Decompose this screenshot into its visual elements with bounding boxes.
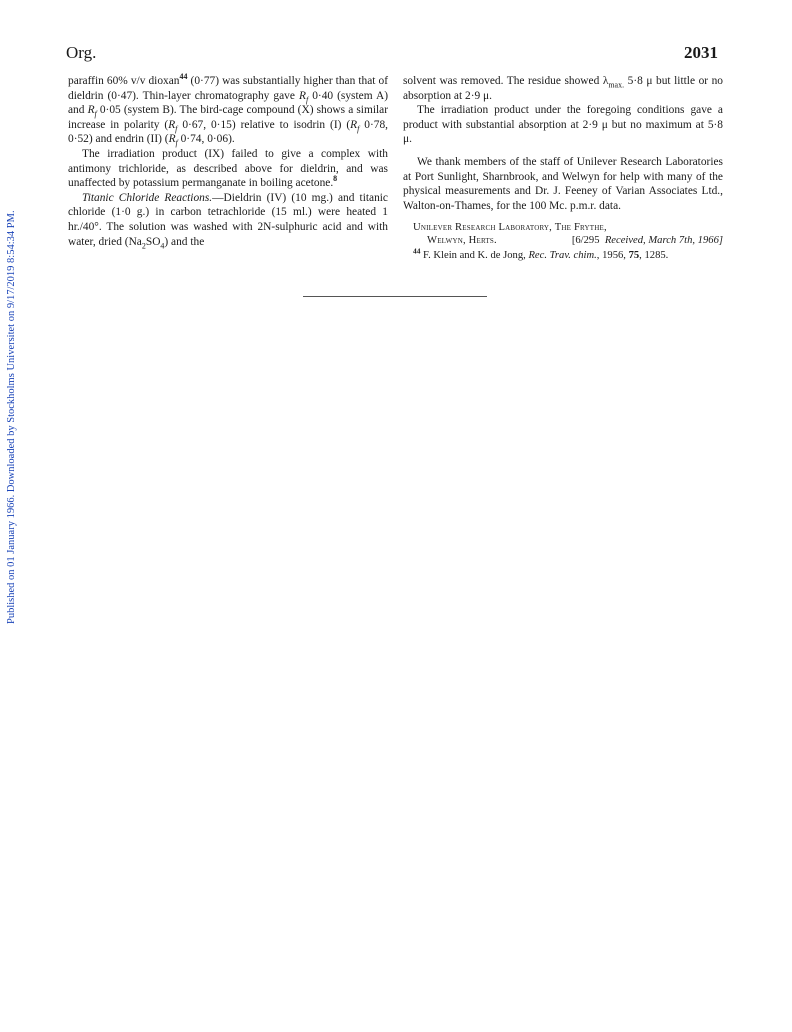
address-line-1: Unilever Research Laboratory, The Frythe, (413, 222, 607, 234)
text-run: F. Klein and K. de Jong, (420, 250, 529, 262)
normality-symbol: N (263, 220, 272, 233)
footnote-journal: Rec. Trav. chim. (528, 250, 597, 262)
reference-marker: 8 (333, 174, 338, 184)
left-column (68, 74, 388, 249)
text-run: , 1956, (596, 250, 629, 262)
rf-symbol: R (350, 118, 358, 131)
text-run: —Dieldrin (IV) (10 mg.) and titanic chloride (1·0 g.) in carbon tetrachloride (15 ml.) were heated 1 hr./40°. The solution was washed with 2 (68, 191, 388, 233)
text-run: paraffin 60% v/v dioxan (68, 75, 180, 87)
manuscript-code: [6/295 (571, 235, 600, 247)
rf-subscript: f (94, 109, 97, 119)
subscript: 2 (141, 240, 146, 250)
text-run: 0·78, 0·52) and endrin (II) ( (68, 118, 389, 146)
text-run: 5·8 μ but little or no absorption at 2·9 μ. (403, 75, 723, 102)
subscript: max. (608, 80, 625, 90)
text-run: ) and the (164, 235, 205, 248)
address-line-2 (403, 234, 723, 247)
footnote-number: 44 (413, 246, 421, 256)
footnote (403, 246, 723, 262)
left-paragraph-2 (68, 147, 388, 191)
text-run: The irradiation product (IX) failed to give a complex with antimony trichloride, as described above for dieldrin, and was unaffected by potassium permanganate in boiling acetone. (68, 147, 388, 190)
rf-subscript: f (305, 94, 309, 104)
text-run: solvent was removed. The residue showed λ (403, 75, 609, 87)
rf-subscript: f (175, 138, 178, 148)
received-date: Received, March 7th, 1966] (604, 235, 723, 247)
rf-subscript: f (357, 124, 360, 134)
journal-section-label: Org. (66, 43, 97, 62)
section-heading: Titanic Chloride Reactions. (82, 191, 213, 204)
text-run: SO (145, 235, 161, 248)
subscript: 4 (160, 240, 165, 250)
right-column (403, 74, 723, 262)
text-run: 0·67, 0·15) relative to isodrin (I) ( (177, 118, 351, 131)
reference-marker: 44 (179, 72, 188, 82)
rf-symbol: R (298, 89, 306, 102)
text-run: -sulphuric acid and with water, dried (Na (68, 220, 388, 248)
left-paragraph-1 (68, 74, 388, 147)
author-address (403, 221, 723, 247)
right-paragraph-2: The irradiation product under the foregoing conditions gave a product with substantial absorption at 2·9 μ but no maximum at 5·8 μ. (403, 104, 723, 146)
address-town: Welwyn, Herts. (427, 235, 497, 247)
rf-symbol: R (168, 118, 176, 131)
text-run: , 1285. (639, 250, 669, 262)
rf-symbol: R (168, 133, 176, 146)
text-run: 0·40 (system A) and (68, 89, 389, 117)
end-of-article-rule (303, 296, 487, 297)
footnote-volume: 75 (628, 250, 640, 262)
page-number: 2031 (684, 43, 718, 62)
rf-subscript: f (175, 124, 178, 134)
text-run: 0·05 (system B). The bird-cage compound (X) shows a similar increase in polarity ( (68, 104, 389, 131)
acknowledgement-paragraph: We thank members of the staff of Unilever Research Laboratories at Port Sunlight, Sharnbrook, and Welwyn for help with many of the physical measurements and Dr. J. Feeney of Varian Associates Ltd., Walton-on-Thames, for the 100 Mc. p.m.r. data. (403, 155, 723, 212)
text-run: 0·74, 0·06). (177, 133, 235, 146)
right-paragraph-1 (403, 74, 723, 103)
rf-symbol: R (87, 104, 95, 117)
publication-notice[interactable]: Published on 01 January 1966. Downloaded by Stockholms Universitet on 9/17/2019 8:54:34 PM. (6, 210, 17, 624)
left-paragraph-3 (68, 191, 388, 249)
text-run: (0·77) was substantially higher than that of dieldrin (0·47). Thin-layer chromatography gave (68, 75, 388, 102)
